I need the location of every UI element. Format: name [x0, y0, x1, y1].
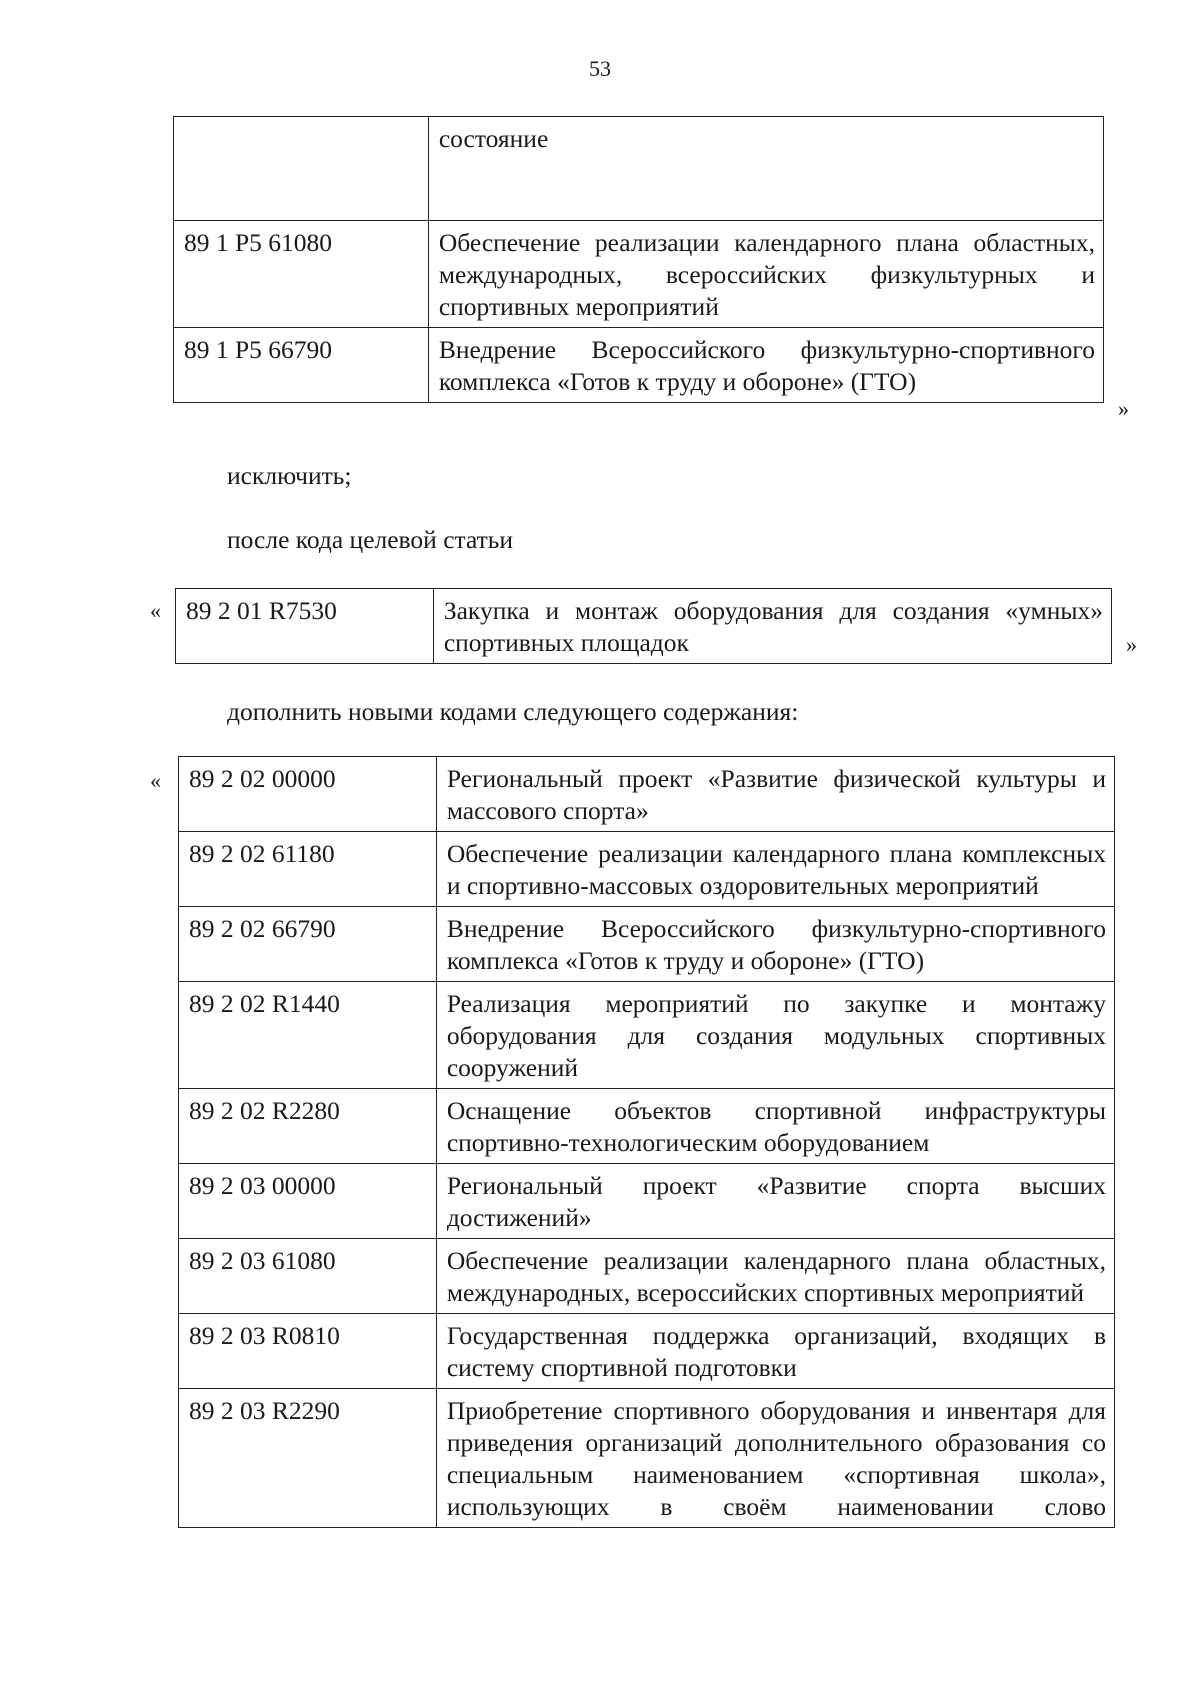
- table-row: [179, 907, 1115, 982]
- description-cell: Приобретение спортивного оборудования и инвентаря для приведения организаций дополнительного образования со специальным наименованием «спортивная школа», использующих в своём наименовании слово: [436, 1389, 1114, 1528]
- table-row: [174, 117, 1104, 221]
- table-row: [179, 1314, 1115, 1389]
- closing-quote: »: [1126, 632, 1137, 657]
- table-row: [174, 328, 1104, 403]
- description-cell: Государственная поддержка организаций, входящих в систему спортивной подготовки: [436, 1314, 1114, 1389]
- closing-quote: »: [1118, 396, 1129, 421]
- paragraph-after-code: после кода целевой статьи: [227, 525, 514, 554]
- description-cell: состояние: [428, 117, 1103, 221]
- paragraph-exclude: исключить;: [227, 461, 352, 490]
- code-cell: [174, 117, 429, 221]
- table-row: [179, 1239, 1115, 1314]
- opening-quote: «: [150, 598, 161, 623]
- code-cell: 89 2 03 61080: [179, 1239, 437, 1314]
- table-row: [179, 1089, 1115, 1164]
- code-cell: 89 2 02 R1440: [179, 982, 437, 1089]
- description-cell: Оснащение объектов спортивной инфраструктуры спортивно-технологическим оборудованием: [436, 1089, 1114, 1164]
- code-cell: 89 2 02 R2280: [179, 1089, 437, 1164]
- description-cell: Региональный проект «Развитие физической культуры и массового спорта»: [436, 757, 1114, 832]
- table-row: [176, 589, 1112, 664]
- table-row: [179, 1164, 1115, 1239]
- table-row: [179, 757, 1115, 832]
- code-cell: 89 2 02 61180: [179, 832, 437, 907]
- codes-table-mid: [175, 588, 1112, 664]
- codes-table-top: [173, 116, 1104, 403]
- description-cell: Обеспечение реализации календарного плана областных, международных, всероссийских физкультурных и спортивных мероприятий: [428, 221, 1103, 328]
- page-number: 53: [589, 56, 611, 81]
- description-cell: Обеспечение реализации календарного плана областных, международных, всероссийских спортивных мероприятий: [436, 1239, 1114, 1314]
- description-cell: Реализация мероприятий по закупке и монтажу оборудования для создания модульных спортивных сооружений: [436, 982, 1114, 1089]
- table-row: [179, 832, 1115, 907]
- code-cell: 89 2 02 66790: [179, 907, 437, 982]
- codes-table-new: [178, 756, 1115, 1528]
- code-cell: 89 2 01 R7530: [176, 589, 434, 664]
- code-cell: 89 1 P5 61080: [174, 221, 429, 328]
- table-row: [179, 982, 1115, 1089]
- code-cell: 89 2 03 R2290: [179, 1389, 437, 1528]
- code-cell: 89 2 03 00000: [179, 1164, 437, 1239]
- table-row: [174, 221, 1104, 328]
- description-cell: Региональный проект «Развитие спорта высших достижений»: [436, 1164, 1114, 1239]
- table-row: [179, 1389, 1115, 1528]
- description-cell: Внедрение Всероссийского физкультурно-спортивного комплекса «Готов к труду и обороне» (ГТО): [436, 907, 1114, 982]
- description-cell: Внедрение Всероссийского физкультурно-спортивного комплекса «Готов к труду и обороне» (ГТО): [428, 328, 1103, 403]
- code-cell: 89 2 02 00000: [179, 757, 437, 832]
- description-cell: Закупка и монтаж оборудования для создания «умных» спортивных площадок: [433, 589, 1111, 664]
- code-cell: 89 2 03 R0810: [179, 1314, 437, 1389]
- paragraph-add: дополнить новыми кодами следующего содержания:: [227, 697, 799, 726]
- description-cell: Обеспечение реализации календарного плана комплексных и спортивно-массовых оздоровительных мероприятий: [436, 832, 1114, 907]
- opening-quote: «: [150, 768, 161, 793]
- code-cell: 89 1 P5 66790: [174, 328, 429, 403]
